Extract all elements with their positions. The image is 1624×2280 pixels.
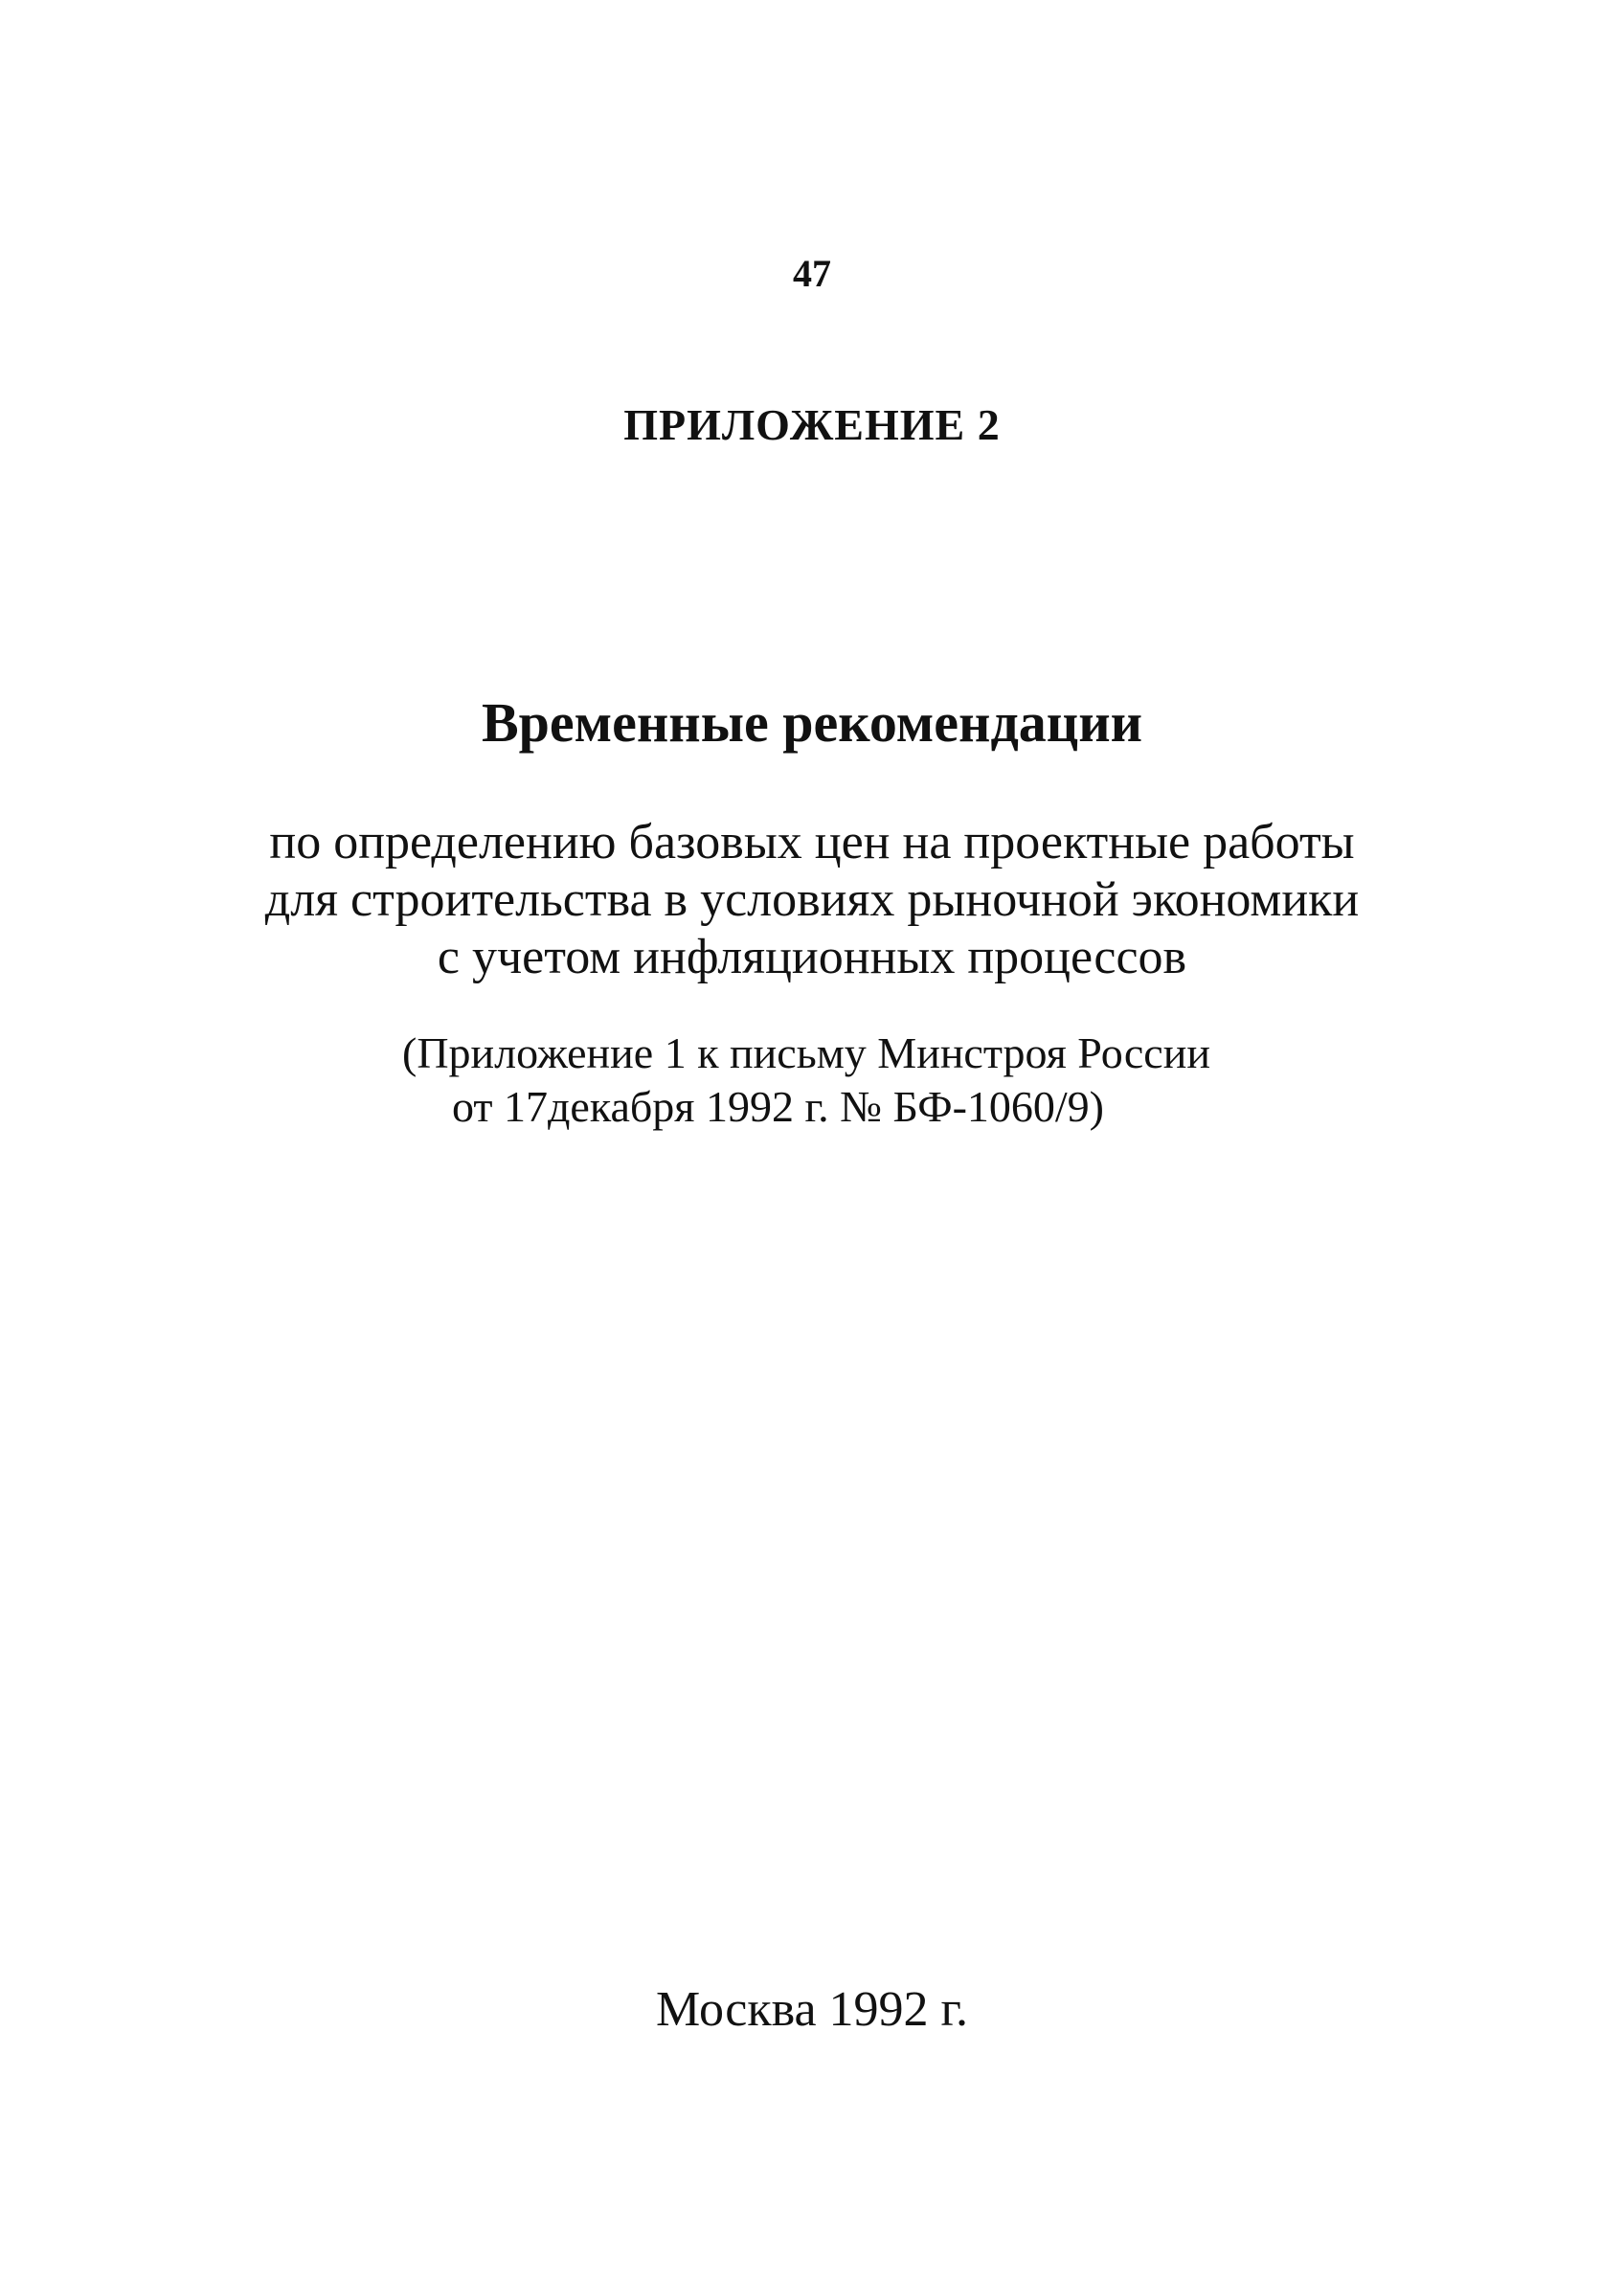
page-number: 47 — [793, 252, 831, 295]
appendix-heading: ПРИЛОЖЕНИЕ 2 — [623, 400, 1001, 449]
subtitle-line-1: по определению базовых цен на проектные работы — [269, 815, 1355, 869]
subtitle-line-2: для строительства в условиях рыночной экономики — [264, 872, 1360, 927]
document-title: Временные рекомендации — [481, 691, 1143, 754]
place-and-date: Москва 1992 г. — [656, 1982, 968, 2037]
subtitle-line-3: с учетом инфляционных процессов — [437, 930, 1187, 984]
reference-line-1: (Приложение 1 к письму Минстроя России — [402, 1028, 1210, 1077]
reference-line-2: от 17декабря 1992 г. № БФ-1060/9) — [452, 1082, 1104, 1131]
